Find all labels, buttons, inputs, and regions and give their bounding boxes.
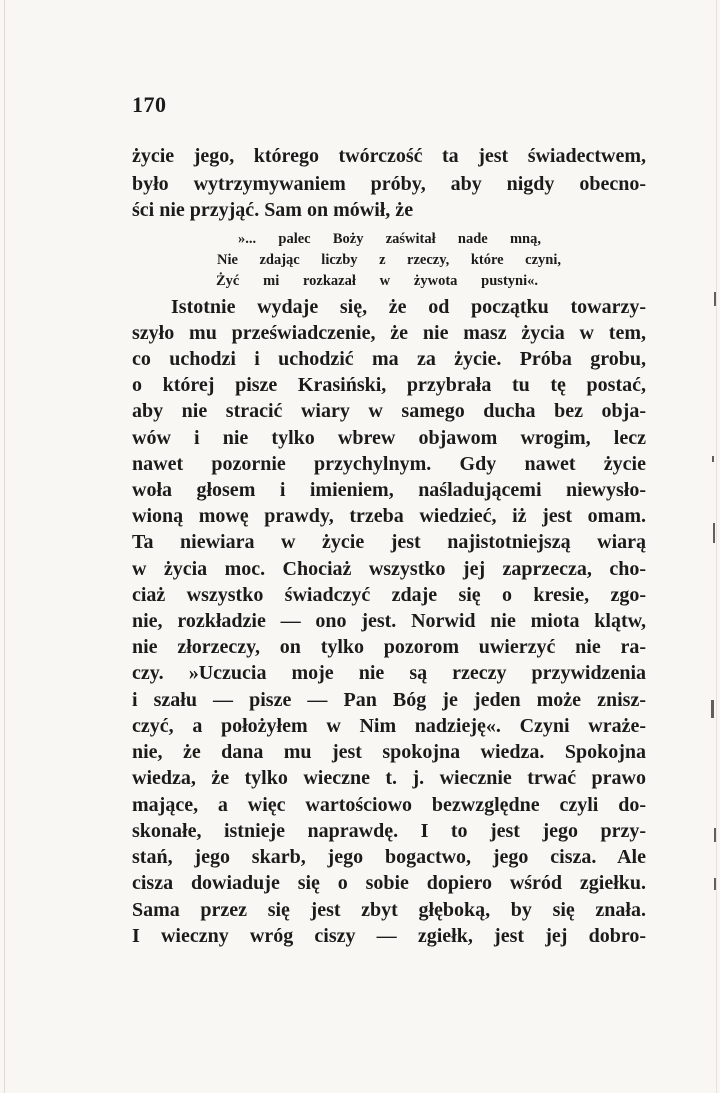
- text-line: szyło mu przeświadczenie, że nie masz życia w tem,: [132, 322, 646, 344]
- text-line: nawet pozornie przychylnym. Gdy nawet życie: [132, 453, 646, 475]
- quote-line: Nie zdając liczby z rzeczy, które czyni,: [217, 252, 561, 268]
- text-line: i szału — pisze — Pan Bóg je jeden może znisz-: [132, 689, 646, 711]
- text-line: Sama przez się jest zbyt głęboką, by się znała.: [132, 899, 646, 921]
- text-line: wiedza, że tylko wieczne t. j. wiecznie trwać prawo: [132, 767, 646, 789]
- text-line: czy. »Uczucia moje nie są rzeczy przywidzenia: [132, 662, 646, 684]
- text-line: I wieczny wróg ciszy — zgiełk, jest jej dobro-: [132, 925, 646, 947]
- text-line: stań, jego skarb, jego bogactwo, jego cisza. Ale: [132, 846, 646, 868]
- text-line: aby nie stracić wiary w samego ducha bez obja-: [132, 400, 646, 422]
- text-line: ści nie przyjąć. Sam on mówił, że: [132, 199, 414, 221]
- scan-edge-mark: [713, 523, 715, 543]
- scan-edge-mark: [714, 828, 716, 842]
- text-line: skonałe, istnieje naprawdę. I to jest jego przy-: [132, 820, 646, 842]
- text-line: nie, rozkładzie — ono jest. Norwid nie miota klątw,: [132, 610, 646, 632]
- text-line: nie złorzeczy, on tylko pozorom uwierzyć nie ra-: [132, 636, 646, 658]
- text-line: co uchodzi i uchodzić ma za życie. Próba grobu,: [132, 348, 646, 370]
- text-line: cisza dowiaduje się o sobie dopiero wśród zgiełku.: [132, 872, 646, 894]
- right-edge-line: [716, 0, 717, 1093]
- scan-edge-mark: [712, 456, 714, 462]
- text-line: mające, a więc wartościowo bezwzględne czyli do-: [132, 794, 646, 816]
- left-edge-line: [4, 0, 5, 1093]
- page-number: 170: [132, 92, 167, 117]
- text-line: Ta niewiara w życie jest najistotniejszą wiarą: [132, 531, 646, 553]
- text-line: w życia moc. Chociaż wszystko jej zaprzecza, cho-: [132, 558, 646, 580]
- quote-line: Żyć mi rozkazał w żywota pustyni«.: [216, 273, 538, 289]
- text-line: czyć, a położyłem w Nim nadzieję«. Czyni wraże-: [132, 715, 646, 737]
- text-line: nie, że dana mu jest spokojna wiedza. Spokojna: [132, 741, 646, 763]
- text-line: ciaż wszystko świadczyć zdaje się o kresie, zgo-: [132, 584, 646, 606]
- scan-edge-mark: [711, 700, 714, 718]
- text-line: woła głosem i imieniem, naśladującemi niewysło-: [132, 479, 646, 501]
- scan-edge-mark: [714, 292, 716, 306]
- text-line: życie jego, którego twórczość ta jest świadectwem,: [132, 145, 646, 167]
- text-line: o której pisze Krasiński, przybrała tu tę postać,: [132, 374, 646, 396]
- text-line: wów i nie tylko wbrew objawom wrogim, lecz: [132, 427, 646, 449]
- quote-line: »... palec Boży zaświtał nade mną,: [238, 231, 541, 247]
- text-line: Istotnie wydaje się, że od początku towarzy-: [171, 296, 646, 318]
- text-line: wioną mowę prawdy, trzeba wiedzieć, iż jest omam.: [132, 505, 646, 527]
- text-line: było wytrzymywaniem próby, aby nigdy obecno-: [132, 173, 646, 195]
- scan-edge-mark: [714, 878, 716, 890]
